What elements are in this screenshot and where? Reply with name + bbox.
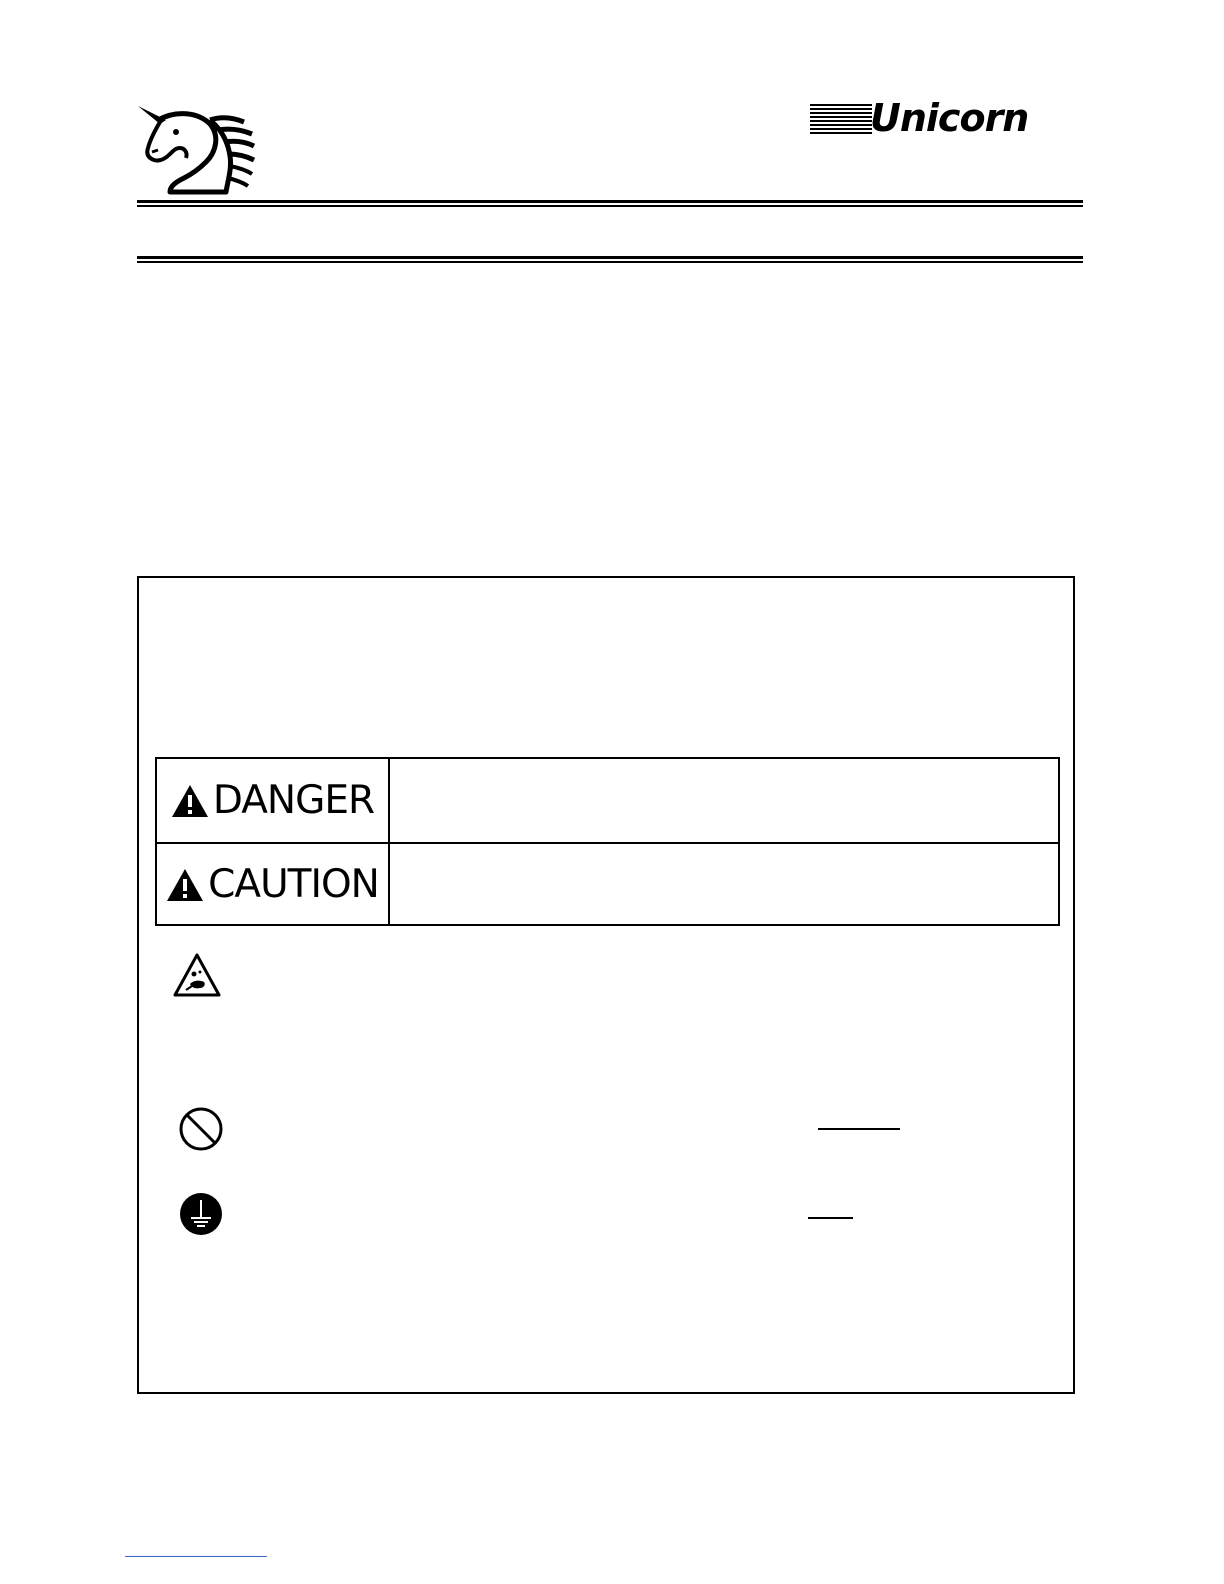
safety-notice-box <box>137 576 1075 1394</box>
underline-mark <box>818 1128 900 1130</box>
unicorn-head-icon <box>136 102 256 196</box>
ground-icon <box>179 1192 223 1236</box>
brand-logo <box>810 96 1055 142</box>
caution-row <box>157 843 1058 926</box>
warning-triangle-icon <box>166 868 204 902</box>
danger-row <box>157 759 1058 844</box>
danger-signal-word: DANGER <box>212 778 375 823</box>
danger-label <box>157 759 390 842</box>
brand-name: Unicorn <box>870 96 1029 140</box>
hand-hazard-icon <box>172 952 222 998</box>
caution-signal-word: CAUTION <box>208 862 379 907</box>
signal-word-table <box>155 757 1060 926</box>
prohibition-icon <box>178 1106 224 1152</box>
caution-description <box>390 843 1058 926</box>
header-rule-bottom <box>137 256 1083 263</box>
header-rule-top <box>137 200 1083 207</box>
brand-speedlines <box>810 104 872 138</box>
footer-link-underline <box>125 1556 267 1557</box>
warning-triangle-icon <box>171 784 209 818</box>
underline-mark <box>808 1217 853 1219</box>
danger-description <box>390 759 1058 842</box>
caution-label <box>157 843 390 926</box>
